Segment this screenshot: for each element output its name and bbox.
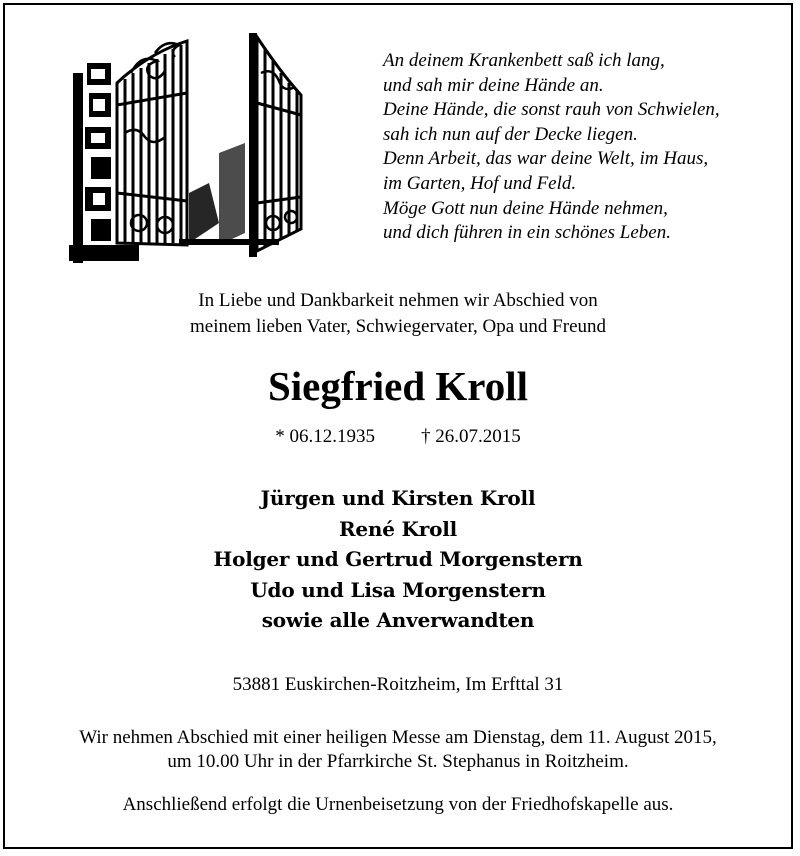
service-line-2: um 10.00 Uhr in der Pfarrkirche St. Stephanus in Roitzheim. — [167, 751, 629, 772]
poem-line: im Garten, Hof und Feld. — [383, 172, 577, 194]
birth-date: * 06.12.1935 — [275, 426, 375, 447]
mourners-list — [5, 483, 791, 636]
mourner-line: Udo und Lisa Morgenstern — [250, 577, 546, 602]
poem-line: und sah mir deine Hände an. — [383, 74, 604, 96]
obituary-notice — [3, 3, 793, 849]
poem-line: Deine Hände, die sonst rauh von Schwielen, — [383, 99, 720, 121]
burial-info: Anschließend erfolgt die Urnenbeisetzung von der Friedhofskapelle aus. — [122, 794, 674, 815]
mourner-line: Holger und Gertrud Morgenstern — [213, 547, 583, 571]
intro-line-2: meinem lieben Vater, Schwiegervater, Opa und Freund — [190, 316, 606, 337]
intro-line-1: In Liebe und Dankbarkeit nehmen wir Abschied von — [198, 290, 598, 311]
poem-line: An deinem Krankenbett saß ich lang, — [383, 50, 665, 71]
poem-line: Möge Gott nun deine Hände nehmen, — [383, 197, 668, 219]
poem-line: Denn Arbeit, das war deine Welt, im Haus, — [383, 148, 709, 170]
poem-line: und dich führen in ein schönes Leben. — [383, 222, 671, 244]
open-gate-icon — [69, 33, 309, 263]
poem — [383, 49, 783, 246]
intro-text — [5, 288, 791, 340]
mourner-line: Jürgen und Kirsten Kroll — [260, 486, 536, 510]
death-date: † 26.07.2015 — [421, 426, 521, 447]
life-dates — [5, 424, 791, 450]
mourner-line: René Kroll — [338, 516, 458, 541]
deceased-name: Siegfried Kroll — [267, 363, 528, 409]
service-line-1: Wir nehmen Abschied mit einer heiligen Messe am Dienstag, dem 11. August 2015, — [79, 727, 717, 748]
service-info — [5, 726, 791, 774]
mourner-line: sowie alle Anverwandten — [261, 608, 535, 632]
poem-line: sah ich nun auf der Decke liegen. — [383, 123, 638, 145]
family-address: 53881 Euskirchen-Roitzheim, Im Erfttal 31 — [232, 674, 564, 695]
